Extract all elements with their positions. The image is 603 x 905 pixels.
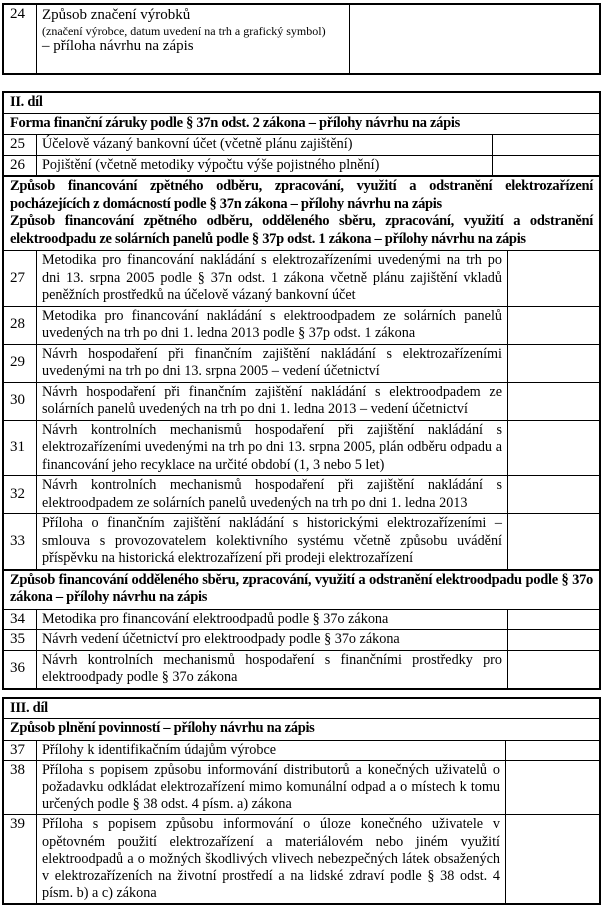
- row-number: 31: [4, 421, 37, 476]
- row-description: Návrh kontrolních mechanismů hospodaření při zajištění nakládání s elektroodpadem ze solárních panelů uvedených na trh po dni 1. ledna 2013: [37, 476, 507, 513]
- table-row-37: [4, 740, 599, 760]
- row-description: Návrh kontrolních mechanismů hospodaření při zajištění nakládání s elektrozařízeními uvedenými na trh po dni 13. srpna 2005, plán odběru odpadu a financování jeho recyklace na určité období (1, 3 nebo 5 let): [37, 421, 507, 476]
- part-title: II. díl: [4, 93, 599, 113]
- table-row-29: [4, 344, 599, 382]
- table-row-27: [4, 250, 599, 306]
- row-value-cell: [507, 514, 599, 569]
- section-title-financing-solar: Způsob financování zpětného odběru, odděleného sběru, zpracování, využití a odstranění elektroodpadu ze solárních panelů podle § 37p odst. 1 zákona – přílohy návrhu na zápis: [10, 213, 593, 248]
- row-note: – příloha návrhu na zápis: [42, 38, 344, 55]
- table-row-26: [4, 155, 599, 176]
- section-title-duty-fulfilment: Způsob plnění povinností – přílohy návrhu na zápis: [4, 718, 599, 740]
- row-description: Metodika pro financování nakládání s elektrozařízeními uvedenými na trh po dni 13. srpna 2005 podle § 37n odst. 1 zákona včetně plánu zajištění vkladů peněžních prostředků na účelově vázaný bankovní účet: [37, 251, 507, 306]
- row-description: Příloha o finančním zajištění nakládání s historickými elektrozařízeními – smlouva s provozovatelem kolektivního systému včetně způsobu uvádění příspěvku na historická elektrozařízení při prodeji elektrozařízení: [37, 514, 507, 569]
- row-value-cell: [507, 345, 599, 382]
- row-description: Návrh hospodaření při finančním zajištění nakládání s elektrozařízeními uvedenými na trh po dni 13. srpna 2005 – vedení účetnictví: [37, 345, 507, 382]
- table-part-2: [2, 91, 601, 690]
- row-number: 30: [4, 383, 37, 420]
- row-description: Metodika pro financování nakládání s elektroodpadem ze solárních panelů uvedených na trh po dni 1. ledna 2013 podle § 37p odst. 1 zákona: [37, 307, 507, 344]
- table-row-28: [4, 306, 599, 344]
- row-number: 36: [4, 651, 37, 688]
- table-product-marking: [2, 3, 601, 75]
- row-number: 28: [4, 307, 37, 344]
- row-value-cell: [507, 421, 599, 476]
- row-number: 32: [4, 476, 37, 513]
- row-value-cell: [507, 251, 599, 306]
- table-row-31: [4, 420, 599, 476]
- table-row-35: [4, 629, 599, 650]
- table-row-34: [4, 609, 599, 630]
- row-value-cell: [507, 610, 599, 630]
- document-page: [0, 3, 603, 905]
- section-title-financing-separate-collection: Způsob financování odděleného sběru, zpracování, využití a odstranění elektroodpadu podle § 37o zákona – přílohy návrhu na zápis: [4, 569, 599, 609]
- table-row-33: [4, 513, 599, 569]
- row-value-cell: [505, 761, 599, 815]
- row-value-cell: [492, 135, 599, 155]
- row-value-cell: [507, 476, 599, 513]
- row-description: Účelově vázaný bankovní účet (včetně plánu zajištění): [37, 135, 492, 155]
- row-value-cell: [507, 307, 599, 344]
- row-description: Přílohy k identifikačním údajům výrobce: [37, 741, 505, 760]
- row-value-cell: [507, 651, 599, 688]
- section-title-financial-guarantee: Forma finanční záruky podle § 37n odst. 2 zákona – přílohy návrhu na zápis: [4, 113, 599, 135]
- table-row-38: [4, 760, 599, 815]
- row-subtitle: (značení výrobce, datum uvedení na trh a grafický symbol): [42, 24, 344, 38]
- table-row-32: [4, 475, 599, 513]
- row-description: Příloha s popisem způsobu informování o úloze konečného uživatele v opětovném použití elektrozařízení a materiálovém nebo jiném využití elektroodpadů a o možných škodlivých vlivech nebezpečných látek obsažených v elektrozařízeních na životní prostředí a na lidské zdraví podle § 38 odst. 4 písm. b) a c) zákona: [37, 815, 505, 903]
- row-number: 27: [4, 251, 37, 306]
- table-part-3: [2, 697, 601, 905]
- part-title: III. díl: [4, 699, 599, 719]
- row-description: Návrh kontrolních mechanismů hospodaření s finančními prostředky pro elektroodpady podle § 37o zákona: [37, 651, 507, 688]
- row-description: Návrh vedení účetnictví pro elektroodpady podle § 37o zákona: [37, 630, 507, 650]
- row-number: 39: [4, 815, 37, 903]
- table-row-36: [4, 650, 599, 688]
- row-description: Pojištění (včetně metodiky výpočtu výše pojistného plnění): [37, 156, 492, 176]
- row-number: 37: [4, 741, 37, 760]
- table-row-25: [4, 134, 599, 155]
- table-row-30: [4, 382, 599, 420]
- row-number: 34: [4, 610, 37, 630]
- row-description: Metodika pro financování elektroodpadů podle § 37o zákona: [37, 610, 507, 630]
- row-number: 26: [4, 156, 37, 176]
- row-value-cell: [505, 741, 599, 760]
- row-value-cell: [507, 383, 599, 420]
- row-number: 29: [4, 345, 37, 382]
- section-title-financing-block: [4, 175, 599, 250]
- row-value-cell: [507, 630, 599, 650]
- row-value-cell: [505, 815, 599, 903]
- row-description: Příloha s popisem způsobu informování distributorů a konečných uživatelů o požadavku odkládat elektrozařízení mimo komunální odpad a o místech k tomu určených podle § 38 odst. 4 písm. a) zákona: [37, 761, 505, 815]
- row-number: 35: [4, 630, 37, 650]
- section-title-financing-households: Způsob financování zpětného odběru, zpracování, využití a odstranění elektrozařízení pocházejících z domácností podle § 37n zákona – přílohy návrhu na zápis: [10, 178, 593, 213]
- row-description: [37, 5, 349, 73]
- table-row-24: [4, 5, 599, 73]
- table-row-39: [4, 814, 599, 903]
- row-number: 25: [4, 135, 37, 155]
- row-description: Návrh hospodaření při finančním zajištění nakládání s elektroodpadem ze solárních panelů uvedených na trh po dni 1. ledna 2013 – vedení účetnictví: [37, 383, 507, 420]
- row-title: Způsob značení výrobků: [42, 7, 344, 24]
- row-number: 38: [4, 761, 37, 815]
- row-value-cell: [492, 156, 599, 176]
- row-number: 24: [4, 5, 37, 73]
- row-value-cell: [349, 5, 599, 73]
- row-number: 33: [4, 514, 37, 569]
